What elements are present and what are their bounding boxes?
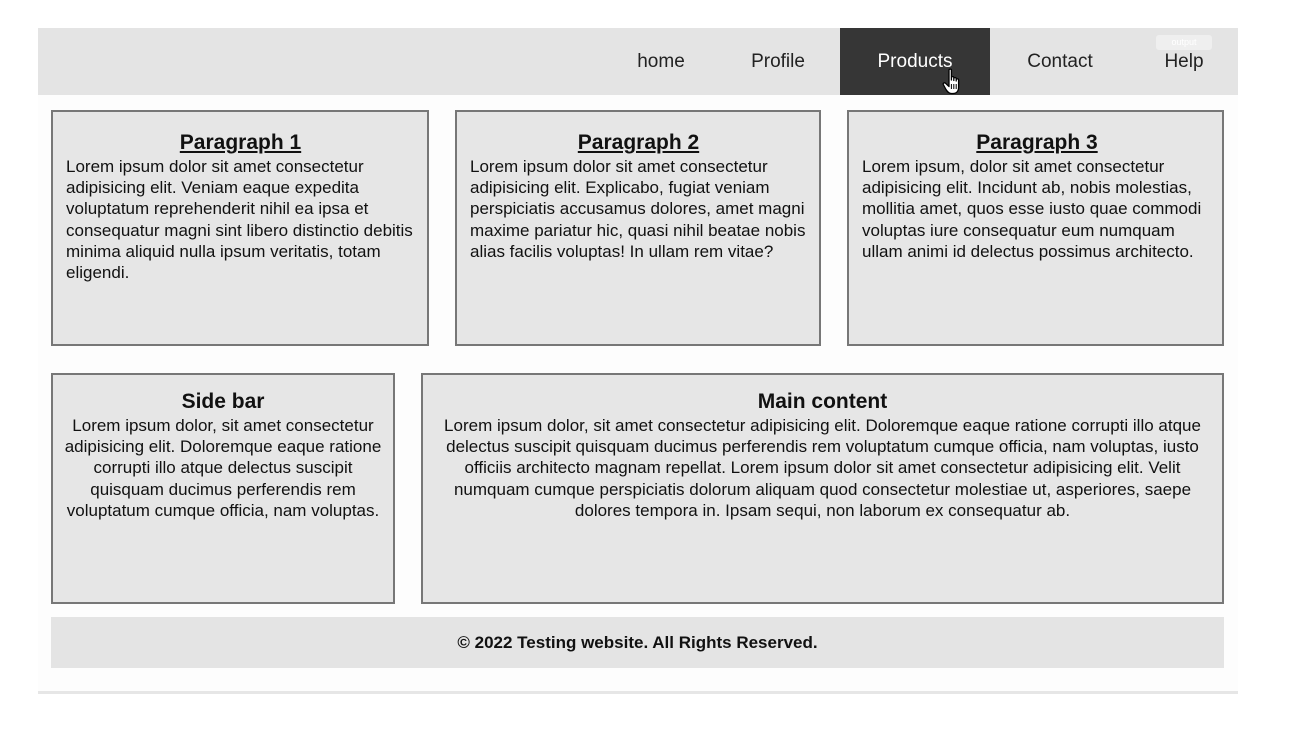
nav-item-home[interactable]: home [637,51,685,72]
footer-text: © 2022 Testing website. All Rights Reserved. [457,633,818,652]
main-content-title: Main content [757,390,888,413]
footer [51,617,1224,668]
main-content [421,373,1224,604]
nav-item-profile[interactable]: Profile [751,51,805,72]
main-content-text: Lorem ipsum dolor, sit amet consectetur adipisicing elit. Doloremque eaque ratione corrupti illo atque delectus suscipit quisquam ducimus perferendis rem voluptatum cumque officia, nam voluptas, iusto officiis architecto magnam repellat. Lorem ipsum dolor sit amet consectetur adipisicing elit. Velit numquam cumque perspiciatis dolorum aliquam quod consectetur molestiae ut, asperiores, saepe dolores tempora in. Ipsam sequi, non laborum ex consequatur ab. [444,416,1201,520]
paragraph-card-3 [847,110,1224,346]
sidebar-text: Lorem ipsum dolor, sit amet consectetur adipisicing elit. Doloremque eaque ratione corrupti illo atque delectus suscipit quisquam ducimus perferendis rem voluptatum cumque officia, nam voluptas. [64,416,382,520]
paragraph-card-1 [51,110,429,346]
sidebar [51,373,395,604]
nav-item-help[interactable]: Help [1164,51,1204,72]
paragraph-text: Lorem ipsum, dolor sit amet consectetur adipisicing elit. Incidunt ab, nobis molestias, mollitia amet, quos esse iusto quae commodi voluptas iure consequatur eum numquam ullam animi id delectus possimus architecto. [862,157,1202,261]
sidebar-title: Side bar [181,390,265,413]
hand-pointer-icon [942,68,964,96]
nav-item-contact[interactable]: Contact [1027,51,1093,72]
paragraph-text: Lorem ipsum dolor sit amet consectetur adipisicing elit. Veniam eaque expedita voluptatum reprehenderit nihil ea ipsa et consequatur magni sint libero distinctio debitis minima aliquid nulla ipsum veritatis, totam eligendi. [66,157,413,283]
paragraph-card-2 [455,110,821,346]
paragraph-title: Paragraph 2 [577,131,700,154]
paragraph-text: Lorem ipsum dolor sit amet consectetur adipisicing elit. Explicabo, fugiat veniam perspiciatis accusamus dolores, amet magni maxime pariatur hic, quasi nihil beatae nobis alias facilis voluptas! In ullam rem vitae? [470,157,806,261]
navbar [38,28,1238,95]
nav-item-products[interactable]: Products [840,28,990,95]
paragraph-title: Paragraph 3 [976,131,1098,154]
paragraph-title: Paragraph 1 [179,131,302,154]
output-badge: output [1156,35,1212,50]
browser-viewport [38,28,1238,694]
